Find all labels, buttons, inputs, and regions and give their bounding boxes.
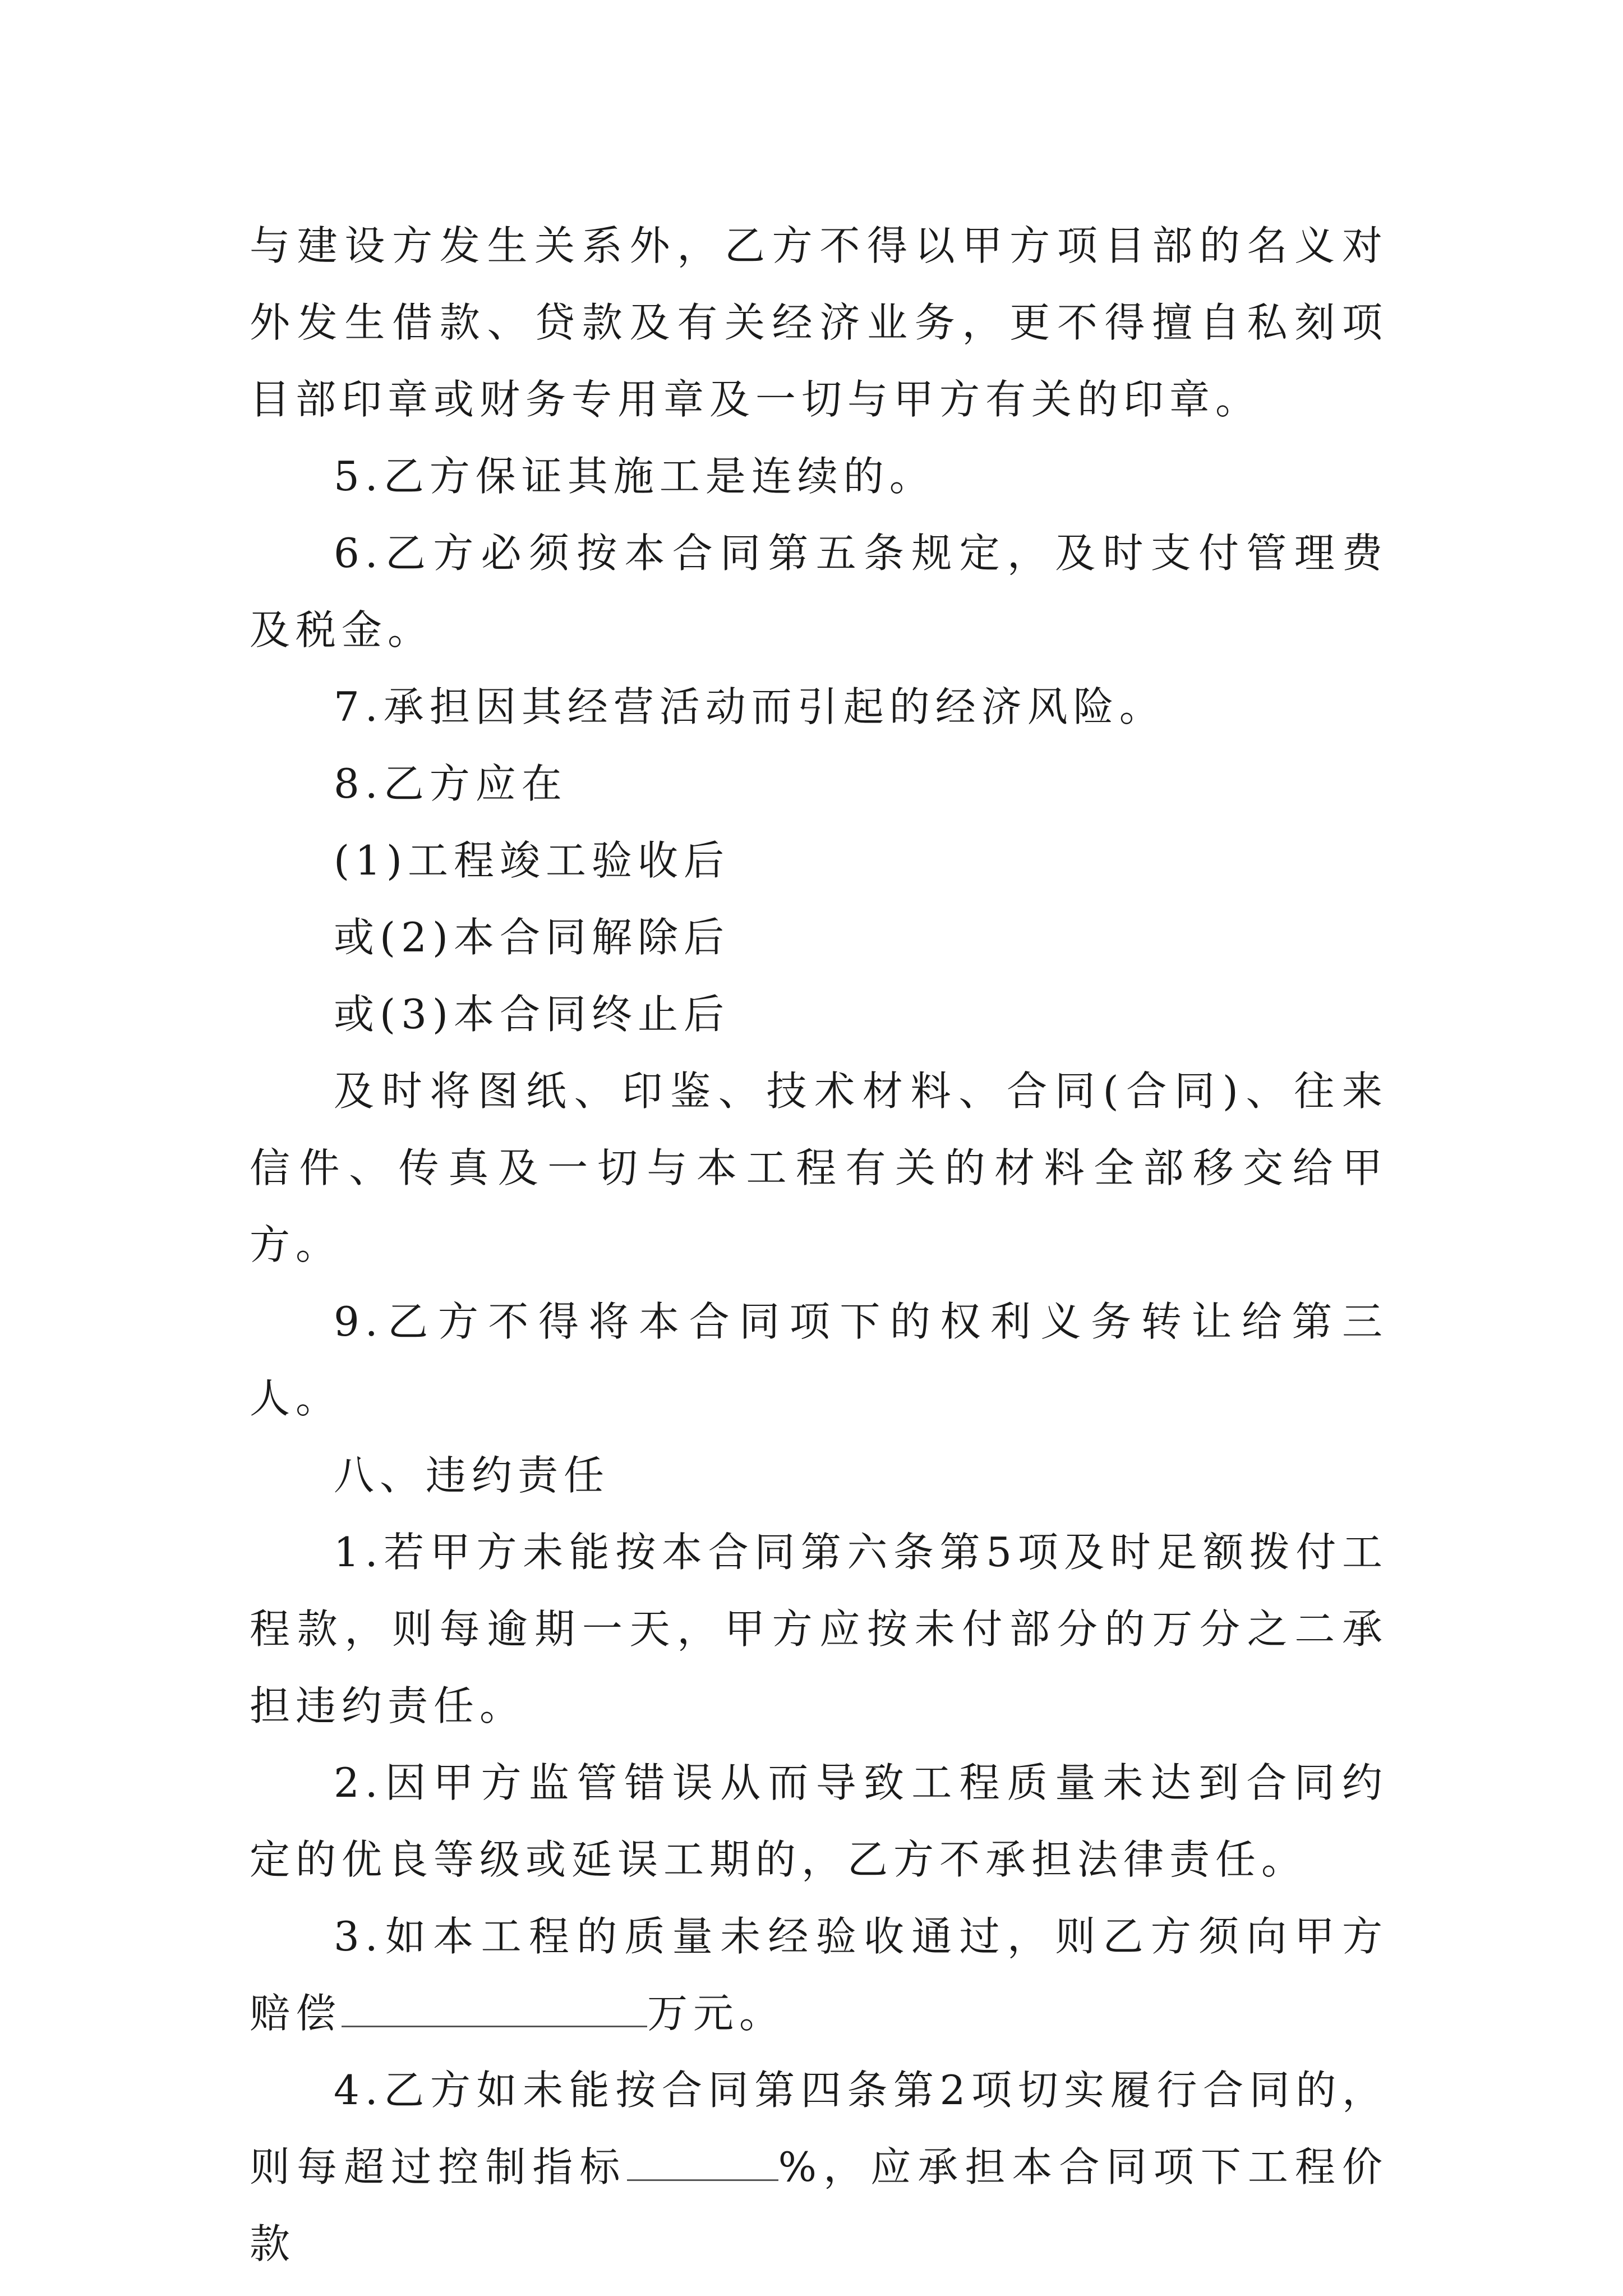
clause-7: 7.承担因其经营活动而引起的经济风险。: [334, 683, 1165, 730]
breach-clause-3: [250, 1898, 1388, 2052]
amount-blank: [342, 1992, 647, 2027]
document-body: [250, 208, 1388, 2283]
breach-clause-3-text: 3.如本工程的质量未经验收通过，则乙方须向甲方赔偿: [250, 1913, 1388, 2037]
breach-clause-4: [250, 2052, 1388, 2283]
breach-clause-2: 2.因甲方监管错误从而导致工程质量未达到合同约定的优良等级或延误工期的，乙方不承担法律责任。: [250, 1759, 1388, 1883]
section-heading-breach: 八、违约责任: [334, 1452, 610, 1499]
clause-8-item-3: 或(3)本合同终止后: [334, 991, 730, 1038]
clause-8-handover: 及时将图纸、印鉴、技术材料、合同(合同)、往来信件、传真及一切与本工程有关的材料全部移交给甲方。: [250, 1068, 1388, 1268]
clause-6: 6.乙方必须按本合同第五条规定，及时支付管理费及税金。: [250, 530, 1388, 654]
breach-clause-3-unit: 万元。: [647, 1990, 786, 2037]
clause-8: 8.乙方应在: [334, 760, 568, 807]
clause-9: 9.乙方不得将本合同项下的权利义务转让给第三人。: [250, 1298, 1388, 1422]
breach-clause-4-tail: %，应承担本合同项下工程价款: [250, 2143, 1388, 2267]
clause-5: 5.乙方保证其施工是连续的。: [334, 453, 935, 500]
clause-8-item-1: (1)工程竣工验收后: [334, 837, 730, 884]
clause-8-item-2: 或(2)本合同解除后: [334, 914, 730, 961]
percent-blank: [627, 2146, 778, 2181]
breach-clause-1: 1.若甲方未能按本合同第六条第5项及时足额拨付工程款，则每逾期一天，甲方应按未付部分的万分之二承担违约责任。: [250, 1529, 1388, 1729]
paragraph-1: 与建设方发生关系外，乙方不得以甲方项目部的名义对外发生借款、贷款及有关经济业务，更不得擅自私刻项目部印章或财务专用章及一切与甲方有关的印章。: [250, 222, 1388, 423]
breach-clause-4-text: 4.乙方如未能按合同第四条第2项切实履行合同的，则每超过控制指标: [250, 2067, 1388, 2191]
